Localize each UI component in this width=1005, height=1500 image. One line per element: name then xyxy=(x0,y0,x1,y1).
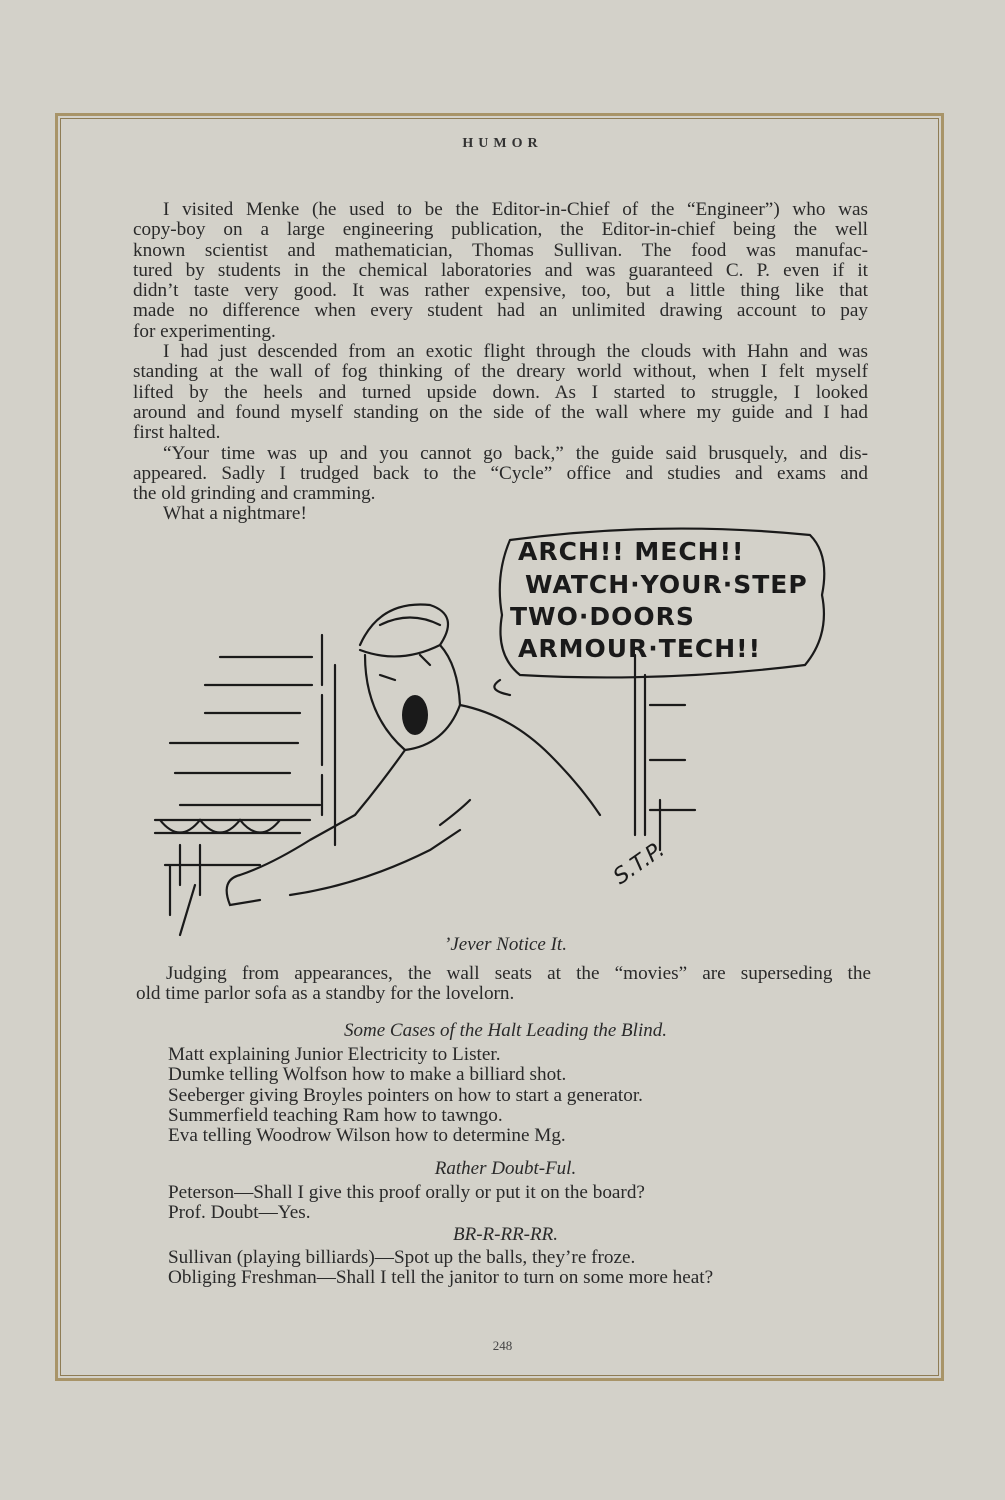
doubtful-list xyxy=(168,1183,645,1224)
list-item: Peterson—Shall I give this proof orally or put it on the board? xyxy=(168,1182,645,1203)
text-line: didn’t taste very good. It was rather expensive, too, but a little thing like that xyxy=(133,280,868,302)
text-line: appeared. Sadly I trudged back to the “Cycle” office and studies and exams and xyxy=(133,462,868,484)
text-line: first halted. xyxy=(133,422,221,444)
speech-line: TWO·DOORS xyxy=(510,602,695,631)
running-header: HUMOR xyxy=(462,136,543,151)
text-line: lifted by the heels and turned upside down. As I started to struggle, I looked xyxy=(133,381,868,403)
list-item: Dumke telling Wolfson how to make a billiard shot. xyxy=(168,1064,567,1086)
speech-line: ARMOUR·TECH!! xyxy=(518,634,761,663)
text-line: made no difference when every student had an unlimited drawing account to pay xyxy=(133,300,868,322)
story-text xyxy=(133,200,868,525)
list-item: Summerfield teaching Ram how to tawngo. xyxy=(168,1104,503,1126)
halt-list xyxy=(168,1045,643,1146)
section-title-doubtful: Rather Doubt-Ful. xyxy=(434,1158,577,1179)
section-title-halt: Some Cases of the Halt Leading the Blind. xyxy=(344,1020,667,1041)
speech-line: WATCH·YOUR·STEP xyxy=(525,570,808,599)
page-number: 248 xyxy=(492,1338,513,1353)
section-title-brr: BR-R-RR-RR. xyxy=(453,1224,558,1245)
cartoon-illustration xyxy=(140,515,860,945)
text-line: known scientist and mathematician, Thomas Sullivan. The food was manufac- xyxy=(133,239,868,261)
text-line: What a nightmare! xyxy=(163,503,307,525)
list-item: Prof. Doubt—Yes. xyxy=(168,1202,311,1224)
section-title-jever: ’Jever Notice It. xyxy=(444,934,567,955)
text-line: for experimenting. xyxy=(133,320,276,342)
brr-list xyxy=(168,1248,713,1289)
text-line: tured by students in the chemical laboratories and was guaranteed C. P. even if it xyxy=(133,259,868,281)
jever-text xyxy=(136,964,871,1005)
text-line: standing at the wall of fog thinking of the dreary world without, when I felt myself xyxy=(133,361,868,383)
text-line: copy-boy on a large engineering publication, the Editor-in-chief being the well xyxy=(133,219,868,241)
speech-line: ARCH!! MECH!! xyxy=(518,537,745,566)
open-mouth xyxy=(402,695,428,735)
list-item: Obliging Freshman—Shall I tell the janitor to turn on some more heat? xyxy=(168,1267,714,1289)
list-item: Matt explaining Junior Electricity to Lister. xyxy=(168,1044,501,1065)
artist-signature: S.T.P. xyxy=(609,837,670,890)
list-item: Eva telling Woodrow Wilson how to determine Mg. xyxy=(168,1125,566,1147)
list-item: Sullivan (playing billiards)—Spot up the balls, they’re froze. xyxy=(168,1247,636,1268)
list-item: Seeberger giving Broyles pointers on how to start a generator. xyxy=(168,1084,643,1106)
text-line: around and found myself standing on the side of the wall where my guide and I had xyxy=(133,401,868,423)
text-line: I had just descended from an exotic flight through the clouds with Hahn and was xyxy=(163,341,868,363)
text-line: Judging from appearances, the wall seats at the “movies” are superseding the xyxy=(166,963,871,984)
text-line: “Your time was up and you cannot go back,” the guide said brusquely, and dis- xyxy=(163,442,868,464)
text-line: old time parlor sofa as a standby for the lovelorn. xyxy=(136,983,515,1005)
text-line: the old grinding and cramming. xyxy=(133,483,376,505)
text-line: I visited Menke (he used to be the Editor-in-Chief of the “Engineer”) who was xyxy=(163,199,868,220)
